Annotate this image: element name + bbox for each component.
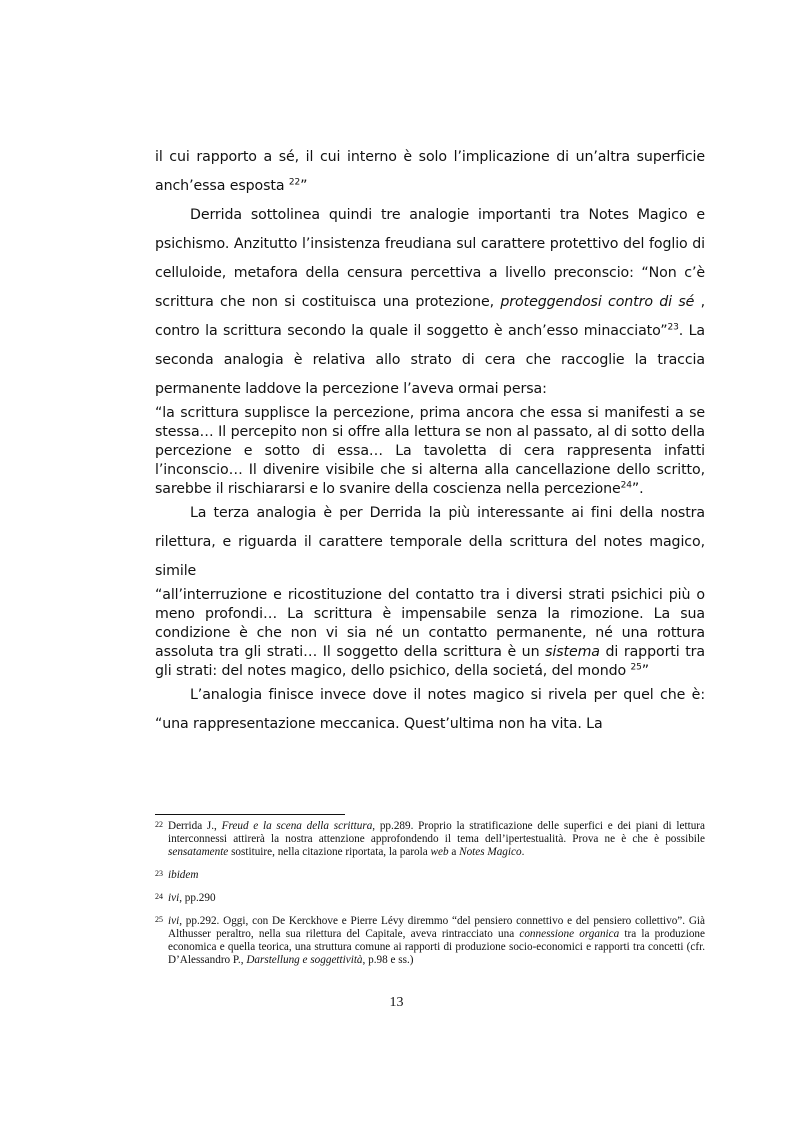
- footnote-number: 25: [155, 915, 163, 924]
- emphasis-text: ivi: [168, 915, 180, 927]
- paragraph-continuation: [155, 143, 705, 201]
- emphasis-text: sensatamente: [168, 846, 229, 858]
- footnote-number: 23: [155, 869, 163, 878]
- emphasis-text: Notes Magico: [459, 846, 522, 858]
- fn-part: sostituire, nella citazione riportata, la parola: [228, 846, 431, 858]
- footnote-text: [168, 820, 705, 859]
- footnote-text: [168, 892, 705, 905]
- fn-part: , pp.292. Oggi, con De Kerckhove e Pierre Lévy diremmo “del pensiero connettivo e del pensiero collettivo”. Già Althusser peraltro, nella sua rilettura del Capitale, aveva rintracciato una: [168, 915, 705, 940]
- quote-text: “all’interruzione e ricostituzione del contatto tra i diversi strati psichici più o meno profondi… La scrittura è impensabile senza la rimozione. La sua condizione è che non vi sia né un contatto permanente, né una rottura assoluta tra gli strati… Il soggetto della scrittura è un: [155, 587, 705, 660]
- fn-part: a: [448, 846, 460, 858]
- emphasis-text: web: [430, 846, 449, 858]
- emphasis-text: ivi: [168, 892, 180, 904]
- page-number: 13: [389, 995, 404, 1010]
- emphasis-text: proteggendosi contro di sé: [500, 294, 695, 310]
- paragraph-text: La terza analogia è per Derrida la più interessante ai fini della nostra rilettura, e riguarda il carattere temporale della scrittura del notes magico, simile: [155, 505, 705, 579]
- footnote-22: [155, 820, 705, 859]
- book-title: Darstellung e soggettività: [246, 954, 363, 966]
- paragraph-text: , contro la scrittura secondo la quale il soggetto è anch’esso minacciato”: [155, 294, 705, 339]
- paragraph-third-analogy: [155, 499, 705, 586]
- fn-part: , pp.289. Proprio la stratificazione delle superfici e dei piani di lettura interconnessi attirerà la nostra attenzione approfondendo il tema dell’ipertestualità. Prova ne è che è possibile: [168, 820, 705, 845]
- footnotes: [155, 820, 705, 977]
- footnote-text: [168, 915, 705, 967]
- paragraph-text: il cui rapporto a sé, il cui interno è solo l’implicazione di un’altra superficie anch’essa esposta: [155, 149, 705, 194]
- footnote-24: [155, 892, 705, 905]
- footnote-number: 24: [155, 892, 163, 901]
- footnote-separator: [155, 814, 345, 815]
- closing-quote: ”: [300, 178, 308, 194]
- footnote-ref-24[interactable]: 24: [620, 480, 632, 491]
- book-title: Freud e la scena della scrittura: [221, 820, 373, 832]
- paragraph-text: . La seconda analogia è relativa allo strato di cera che raccoglie la traccia permanente laddove la percezione l’aveva ormai persa:: [155, 323, 705, 397]
- footnote-text: [168, 869, 705, 882]
- paragraph-text: Derrida sottolinea quindi tre analogie importanti tra Notes Magico e psichismo. Anzitutto l’insistenza freudiana sul carattere protettivo del foglio di celluloide, metafora della censura percettiva a livello preconscio: “Non c’è scrittura che non si costituisca una protezione,: [155, 207, 705, 310]
- closing-quote: ”.: [631, 481, 644, 497]
- emphasis-text: connessione organica: [519, 928, 620, 940]
- quote-text: di rapporti tra gli strati: del notes magico, dello psichico, della societá, del mondo: [155, 644, 705, 679]
- footnote-23: [155, 869, 705, 882]
- paragraph-analogies: [155, 201, 705, 404]
- closing-quote: ”: [641, 663, 650, 679]
- block-quote-1: [155, 404, 705, 499]
- footnote-25: [155, 915, 705, 967]
- fn-part: Derrida J.,: [168, 820, 222, 832]
- fn-part: .: [521, 846, 525, 858]
- footnote-ref-22[interactable]: 22: [288, 177, 301, 188]
- fn-part: , pp.290: [179, 892, 216, 904]
- body-text: [155, 143, 705, 739]
- emphasis-text: sistema: [545, 644, 600, 660]
- footnote-number: 22: [155, 820, 163, 829]
- paragraph-analogy-end: [155, 681, 705, 739]
- fn-part: tra la produzione economica e quella teorica, una struttura comune ai rapporti di produzione socio-economici e rapporti tra concetti (cfr. D’Alessandro P.,: [168, 928, 705, 966]
- footnote-ref-25[interactable]: 25: [630, 662, 642, 673]
- paragraph-text: L’analogia finisce invece dove il notes magico si rivela per quel che è: “una rappresentazione meccanica. Quest’ultima non ha vita. La: [155, 687, 705, 732]
- footnote-ref-23[interactable]: 23: [667, 322, 679, 333]
- emphasis-text: ibidem: [168, 869, 199, 881]
- fn-part: , p.98 e ss.): [362, 954, 414, 966]
- quote-text: “la scrittura supplisce la percezione, prima ancora che essa si manifesti a se stessa… Il percepito non si offre alla lettura se non al passato, al di sotto della percezione e sotto di essa… La tavoletta di cera rappresenta infatti l’inconscio… Il divenire visibile che si alterna alla cancellazione dello scritto, sarebbe il rischiararsi e lo svanire della coscienza nella percezione: [155, 405, 705, 497]
- block-quote-2: [155, 586, 705, 681]
